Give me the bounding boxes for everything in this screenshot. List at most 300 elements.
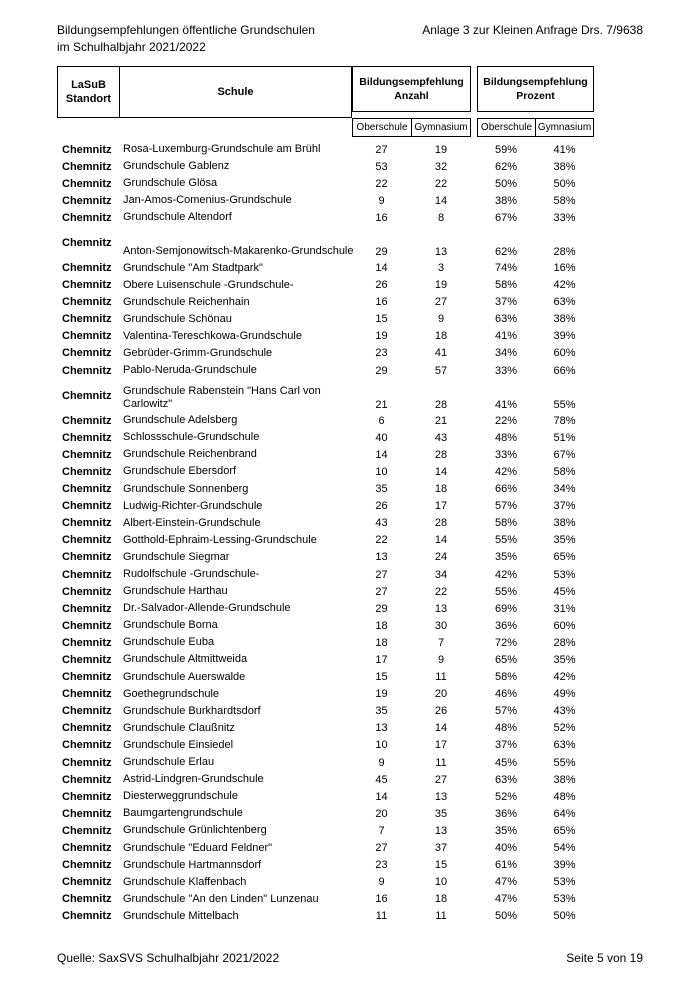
column-group-prozent-line1: Bildungsempfehlung [483,76,588,88]
schule-cell: Valentina-Tereschkowa-Grundschule [123,329,302,342]
column-group-anzahl-line2: Anzahl [394,90,429,102]
anzahl-oberschule-cell: 6 [378,414,385,427]
anzahl-gymnasium-cell: 32 [434,160,448,173]
prozent-gymnasium-cell: 58% [553,194,576,207]
prozent-oberschule-cell: 52% [494,790,518,803]
document-title-line2: im Schulhalbjahr 2021/2022 [57,40,206,54]
anzahl-gymnasium-cell: 18 [434,893,448,906]
schule-cell: Grundschule Glösa [123,177,218,190]
prozent-gymnasium-cell: 38% [553,773,576,786]
prozent-gymnasium-cell: 35% [553,534,576,547]
anzahl-gymnasium-cell: 28 [434,517,448,530]
anzahl-oberschule-cell: 15 [375,313,388,326]
standort-cell: Chemnitz [62,500,112,513]
prozent-gymnasium-cell: 78% [553,414,576,427]
schule-cell: Grundschule Adelsberg [123,414,238,427]
prozent-oberschule-cell: 74% [494,262,518,275]
anzahl-gymnasium-cell: 28 [434,448,448,461]
anzahl-gymnasium-cell: 13 [434,790,448,803]
prozent-oberschule-cell: 58% [494,517,518,530]
anzahl-oberschule-cell: 53 [375,160,388,173]
anzahl-gymnasium-cell: 17 [434,739,448,752]
anzahl-oberschule-cell: 10 [375,465,388,478]
standort-cell: Chemnitz [62,262,112,275]
subheader-anzahl-gymnasium: Gymnasium [411,118,471,137]
standort-cell: Chemnitz [62,688,112,701]
subheader-prozent-oberschule: Oberschule [477,118,536,137]
column-group-anzahl-line1: Bildungsempfehlung [359,76,464,88]
table-row [57,754,594,771]
anzahl-gymnasium-cell: 37 [434,842,448,855]
schule-cell: Grundschule Claußnitz [123,721,235,734]
prozent-oberschule-cell: 61% [494,859,518,872]
anzahl-gymnasium-cell: 13 [434,602,448,615]
prozent-oberschule-cell: 50% [494,910,518,923]
subheader-anzahl-oberschule: Oberschule [352,118,412,137]
standort-cell: Chemnitz [62,465,112,478]
anzahl-oberschule-cell: 21 [375,399,388,412]
prozent-oberschule-cell: 66% [494,483,518,496]
standort-cell: Chemnitz [62,722,112,735]
prozent-gymnasium-cell: 43% [553,705,576,718]
anzahl-oberschule-cell: 45 [375,773,388,786]
table-row [57,446,594,463]
standort-cell: Chemnitz [62,773,112,786]
anzahl-gymnasium-cell: 19 [434,143,448,156]
prozent-oberschule-cell: 36% [494,807,518,820]
table-header [57,66,594,138]
table-row [57,294,594,311]
anzahl-gymnasium-cell: 43 [434,431,448,444]
table-row [57,771,594,788]
anzahl-oberschule-cell: 9 [378,756,385,769]
prozent-gymnasium-cell: 48% [553,790,576,803]
table-row [57,788,594,805]
prozent-gymnasium-cell: 51% [553,431,576,444]
anzahl-oberschule-cell: 13 [375,551,388,564]
standort-cell: Chemnitz [62,517,112,530]
prozent-gymnasium-cell: 50% [553,177,576,190]
anzahl-oberschule-cell: 27 [375,143,388,156]
page-number: Seite 5 von 19 [566,951,643,965]
anzahl-gymnasium-cell: 24 [434,551,448,564]
standort-cell: Chemnitz [62,236,112,249]
anzahl-gymnasium-cell: 14 [434,534,448,547]
anzahl-gymnasium-cell: 14 [434,465,448,478]
prozent-oberschule-cell: 45% [494,756,518,769]
schule-cell: Grundschule Altendorf [123,211,232,224]
schule-cell: Schlossschule-Grundschule [123,431,260,444]
prozent-gymnasium-cell: 49% [553,688,576,701]
table-row [57,617,594,634]
anzahl-gymnasium-cell: 27 [434,773,448,786]
prozent-oberschule-cell: 34% [494,347,518,360]
schule-cell: Gotthold-Ephraim-Lessing-Grundschule [123,533,317,546]
anzahl-oberschule-cell: 27 [375,568,388,581]
table-row [57,277,594,294]
table-row [57,686,594,703]
column-group-prozent-line2: Prozent [516,90,555,102]
prozent-gymnasium-cell: 45% [553,585,576,598]
anzahl-gymnasium-cell: 17 [434,500,448,513]
prozent-oberschule-cell: 38% [494,194,518,207]
prozent-oberschule-cell: 37% [494,739,518,752]
anzahl-gymnasium-cell: 30 [434,619,448,632]
prozent-gymnasium-cell: 28% [553,246,576,259]
prozent-oberschule-cell: 48% [494,431,518,444]
anzahl-gymnasium-cell: 15 [434,859,448,872]
anzahl-oberschule-cell: 23 [375,347,388,360]
standort-cell: Chemnitz [62,824,112,837]
schule-cell: Grundschule Harthau [123,585,228,598]
source-note: Quelle: SaxSVS Schulhalbjahr 2021/2022 [57,951,280,965]
schule-cell: Grundschule Mittelbach [123,909,239,922]
prozent-gymnasium-cell: 39% [553,859,576,872]
anzahl-oberschule-cell: 35 [375,705,388,718]
prozent-oberschule-cell: 42% [494,465,518,478]
column-header-lasub-line2: Standort [65,93,112,105]
schule-cell: Rosa-Luxemburg-Grundschule am Brühl [123,143,321,156]
anzahl-gymnasium-cell: 21 [434,414,448,427]
schule-cell: Grundschule Reichenbrand [123,448,257,461]
table-row [57,209,594,226]
schule-cell: Baumgartengrundschule [123,807,243,820]
prozent-oberschule-cell: 57% [494,705,518,718]
schule-cell: Goethegrundschule [123,687,220,700]
anzahl-oberschule-cell: 16 [375,296,388,309]
prozent-oberschule-cell: 35% [494,551,518,564]
schule-cell: Grundschule Rabenstein "Hans Carl von Carlowitz" [123,385,321,411]
standort-cell: Chemnitz [62,859,112,872]
standort-cell: Chemnitz [62,483,112,496]
prozent-oberschule-cell: 37% [494,296,518,309]
anzahl-oberschule-cell: 26 [375,279,388,292]
anzahl-gymnasium-cell: 18 [434,330,448,343]
anzahl-oberschule-cell: 40 [375,431,388,444]
schule-cell: Grundschule Grünlichtenberg [123,824,267,837]
table-row [57,141,594,158]
anzahl-gymnasium-cell: 22 [434,177,448,190]
table-row [57,891,594,908]
standort-cell: Chemnitz [62,739,112,752]
standort-cell: Chemnitz [62,653,112,666]
schule-cell: Diesterweggrundschule [123,790,238,803]
standort-cell: Chemnitz [62,876,112,889]
prozent-gymnasium-cell: 55% [553,399,576,412]
anzahl-oberschule-cell: 14 [375,262,388,275]
schule-cell: Grundschule Altmittweida [123,653,248,666]
prozent-gymnasium-cell: 33% [553,211,576,224]
table-body [57,141,594,925]
standort-cell: Chemnitz [62,636,112,649]
schule-cell: Grundschule Gablenz [123,160,230,173]
anzahl-oberschule-cell: 23 [375,859,388,872]
prozent-oberschule-cell: 47% [494,893,518,906]
standort-cell: Chemnitz [62,143,112,156]
anzahl-oberschule-cell: 29 [375,364,388,377]
standort-cell: Chemnitz [62,790,112,803]
schule-cell: Grundschule Hartmannsdorf [123,858,262,871]
anzahl-oberschule-cell: 9 [378,194,385,207]
schule-cell: Grundschule Euba [123,636,215,649]
prozent-gymnasium-cell: 38% [553,160,576,173]
subheader-prozent-gymnasium: Gymnasium [535,118,594,137]
schule-cell: Grundschule "Am Stadtpark" [123,261,263,274]
standort-cell: Chemnitz [62,389,112,402]
table-row [57,908,594,925]
prozent-oberschule-cell: 42% [494,568,518,581]
anzahl-oberschule-cell: 20 [375,807,388,820]
schule-cell: Rudolfschule -Grundschule- [123,568,260,581]
anzahl-gymnasium-cell: 8 [437,211,445,224]
prozent-gymnasium-cell: 64% [553,807,576,820]
anzahl-oberschule-cell: 16 [375,211,388,224]
standort-cell: Chemnitz [62,211,112,224]
table-row [57,805,594,822]
column-group-anzahl [352,66,471,112]
column-header-lasub-line1: LaSuB [71,79,106,91]
document-title-line1: Bildungsempfehlungen öffentliche Grundschulen [57,23,315,37]
schule-cell: Dr.-Salvador-Allende-Grundschule [123,602,291,615]
anzahl-oberschule-cell: 19 [375,688,388,701]
prozent-oberschule-cell: 63% [494,773,518,786]
prozent-oberschule-cell: 72% [494,636,518,649]
anzahl-oberschule-cell: 13 [375,722,388,735]
prozent-oberschule-cell: 55% [494,534,518,547]
table-row [57,463,594,480]
schule-cell: Grundschule Erlau [123,756,215,769]
prozent-oberschule-cell: 58% [494,671,518,684]
prozent-gymnasium-cell: 42% [553,671,576,684]
prozent-gymnasium-cell: 58% [553,465,576,478]
prozent-gymnasium-cell: 53% [553,876,576,889]
table-row [57,857,594,874]
table-row [57,328,594,345]
anzahl-oberschule-cell: 22 [375,534,388,547]
table-row [57,362,594,379]
schule-cell: Grundschule Schönau [123,312,232,325]
prozent-gymnasium-cell: 42% [553,279,576,292]
table-row [57,720,594,737]
prozent-gymnasium-cell: 50% [553,910,576,923]
anzahl-gymnasium-cell: 27 [434,296,448,309]
anzahl-oberschule-cell: 11 [375,910,388,923]
prozent-gymnasium-cell: 41% [553,143,576,156]
standort-cell: Chemnitz [62,431,112,444]
prozent-oberschule-cell: 67% [494,211,518,224]
column-header-lasub-standort [57,66,120,118]
anzahl-oberschule-cell: 26 [375,500,388,513]
standort-cell: Chemnitz [62,279,112,292]
anzahl-oberschule-cell: 29 [375,602,388,615]
prozent-gymnasium-cell: 34% [553,483,576,496]
standort-cell: Chemnitz [62,619,112,632]
standort-cell: Chemnitz [62,364,112,377]
anzahl-gymnasium-cell: 11 [435,910,447,923]
prozent-gymnasium-cell: 55% [553,756,576,769]
schule-cell: Pablo-Neruda-Grundschule [123,364,257,377]
table-row [57,822,594,839]
schule-cell: Ludwig-Richter-Grundschule [123,499,263,512]
table-row [57,583,594,600]
anzahl-gymnasium-cell: 26 [434,705,448,718]
standort-cell: Chemnitz [62,160,112,173]
anzahl-oberschule-cell: 7 [378,824,385,837]
anzahl-gymnasium-cell: 14 [434,194,448,207]
table-row [57,158,594,175]
prozent-oberschule-cell: 48% [494,722,518,735]
anzahl-oberschule-cell: 17 [375,653,388,666]
table-row [57,175,594,192]
table-row [57,345,594,362]
prozent-gymnasium-cell: 39% [553,330,576,343]
anzahl-gymnasium-cell: 22 [434,585,448,598]
anzahl-oberschule-cell: 35 [375,483,388,496]
anzahl-gymnasium-cell: 7 [437,636,445,649]
prozent-oberschule-cell: 46% [494,688,518,701]
document-footer [57,951,643,965]
standort-cell: Chemnitz [62,602,112,615]
standort-cell: Chemnitz [62,551,112,564]
table-row [57,498,594,515]
standort-cell: Chemnitz [62,330,112,343]
prozent-gymnasium-cell: 37% [553,500,576,513]
standort-cell: Chemnitz [62,705,112,718]
schule-cell: Grundschule "Eduard Feldner" [123,841,273,854]
standort-cell: Chemnitz [62,194,112,207]
prozent-oberschule-cell: 63% [494,313,518,326]
standort-cell: Chemnitz [62,842,112,855]
prozent-gymnasium-cell: 38% [553,313,576,326]
anzahl-gymnasium-cell: 20 [434,688,448,701]
schule-cell: Astrid-Lindgren-Grundschule [123,773,264,786]
prozent-oberschule-cell: 41% [494,330,518,343]
standort-cell: Chemnitz [62,177,112,190]
anzahl-gymnasium-cell: 18 [434,483,448,496]
document-header [57,22,643,56]
table-row [57,192,594,209]
prozent-oberschule-cell: 41% [494,399,518,412]
prozent-oberschule-cell: 55% [494,585,518,598]
anzahl-oberschule-cell: 18 [375,619,388,632]
anzahl-oberschule-cell: 43 [375,517,388,530]
standort-cell: Chemnitz [62,807,112,820]
anzahl-gymnasium-cell: 57 [434,364,448,377]
schule-cell: Albert-Einstein-Grundschule [123,516,261,529]
schule-cell: Grundschule Burkhardtsdorf [123,704,261,717]
anzahl-oberschule-cell: 27 [375,842,388,855]
prozent-gymnasium-cell: 54% [553,842,576,855]
anzahl-oberschule-cell: 9 [378,876,385,889]
standort-cell: Chemnitz [62,585,112,598]
document-annotation: Anlage 3 zur Kleinen Anfrage Drs. 7/9638 [422,23,643,37]
anzahl-oberschule-cell: 10 [375,739,388,752]
anzahl-oberschule-cell: 14 [375,448,388,461]
table-row [57,874,594,891]
table-row [57,651,594,668]
prozent-oberschule-cell: 33% [494,448,518,461]
table-row [57,549,594,566]
anzahl-oberschule-cell: 27 [375,585,388,598]
anzahl-gymnasium-cell: 41 [434,347,448,360]
table-row [57,311,594,328]
anzahl-gymnasium-cell: 10 [434,876,448,889]
prozent-oberschule-cell: 50% [494,177,518,190]
schule-cell: Grundschule Ebersdorf [123,465,237,478]
table-row [57,703,594,720]
prozent-gymnasium-cell: 53% [553,568,576,581]
standort-cell: Chemnitz [62,568,112,581]
prozent-oberschule-cell: 65% [494,653,518,666]
table-row [57,412,594,429]
prozent-gymnasium-cell: 53% [553,893,576,906]
prozent-gymnasium-cell: 66% [553,364,576,377]
prozent-gymnasium-cell: 60% [553,347,576,360]
table-row [57,669,594,686]
prozent-oberschule-cell: 47% [494,876,518,889]
standort-cell: Chemnitz [62,671,112,684]
anzahl-gymnasium-cell: 11 [435,671,447,684]
anzahl-gymnasium-cell: 19 [434,279,448,292]
table-row [57,634,594,651]
column-group-prozent [477,66,594,112]
standort-cell: Chemnitz [62,910,112,923]
table-row [57,379,594,412]
standort-cell: Chemnitz [62,893,112,906]
table-row [57,532,594,549]
prozent-oberschule-cell: 22% [494,414,518,427]
table-row [57,515,594,532]
schule-cell: Grundschule "An den Linden" Lunzenau [123,892,319,905]
schule-cell: Grundschule Auerswalde [123,670,246,683]
document-title [57,22,315,56]
anzahl-oberschule-cell: 22 [375,177,388,190]
anzahl-gymnasium-cell: 13 [434,824,448,837]
standort-cell: Chemnitz [62,534,112,547]
prozent-gymnasium-cell: 60% [553,619,576,632]
anzahl-gymnasium-cell: 13 [434,246,448,259]
prozent-gymnasium-cell: 31% [553,602,576,615]
anzahl-gymnasium-cell: 28 [434,399,448,412]
anzahl-gymnasium-cell: 34 [434,568,448,581]
prozent-oberschule-cell: 40% [494,842,518,855]
schule-cell: Grundschule Siegmar [123,550,230,563]
table-row [57,566,594,583]
column-header-schule [119,66,352,118]
recommendations-table [57,66,594,925]
anzahl-oberschule-cell: 18 [375,636,388,649]
prozent-oberschule-cell: 59% [494,143,518,156]
prozent-gymnasium-cell: 65% [553,551,576,564]
standort-cell: Chemnitz [62,313,112,326]
anzahl-oberschule-cell: 15 [375,671,388,684]
anzahl-oberschule-cell: 14 [375,790,388,803]
anzahl-gymnasium-cell: 35 [434,807,448,820]
anzahl-gymnasium-cell: 11 [435,756,447,769]
schule-cell: Grundschule Reichenhain [123,295,250,308]
schule-cell: Grundschule Borna [123,619,218,632]
table-row [57,429,594,446]
table-row [57,839,594,856]
schule-cell: Grundschule Klaffenbach [123,875,247,888]
prozent-oberschule-cell: 62% [494,160,518,173]
schule-cell: Grundschule Einsiedel [123,738,234,751]
schule-cell: Jan-Amos-Comenius-Grundschule [123,194,292,207]
anzahl-gymnasium-cell: 9 [437,653,445,666]
prozent-oberschule-cell: 36% [494,619,518,632]
anzahl-oberschule-cell: 16 [375,893,388,906]
prozent-gymnasium-cell: 35% [553,653,576,666]
